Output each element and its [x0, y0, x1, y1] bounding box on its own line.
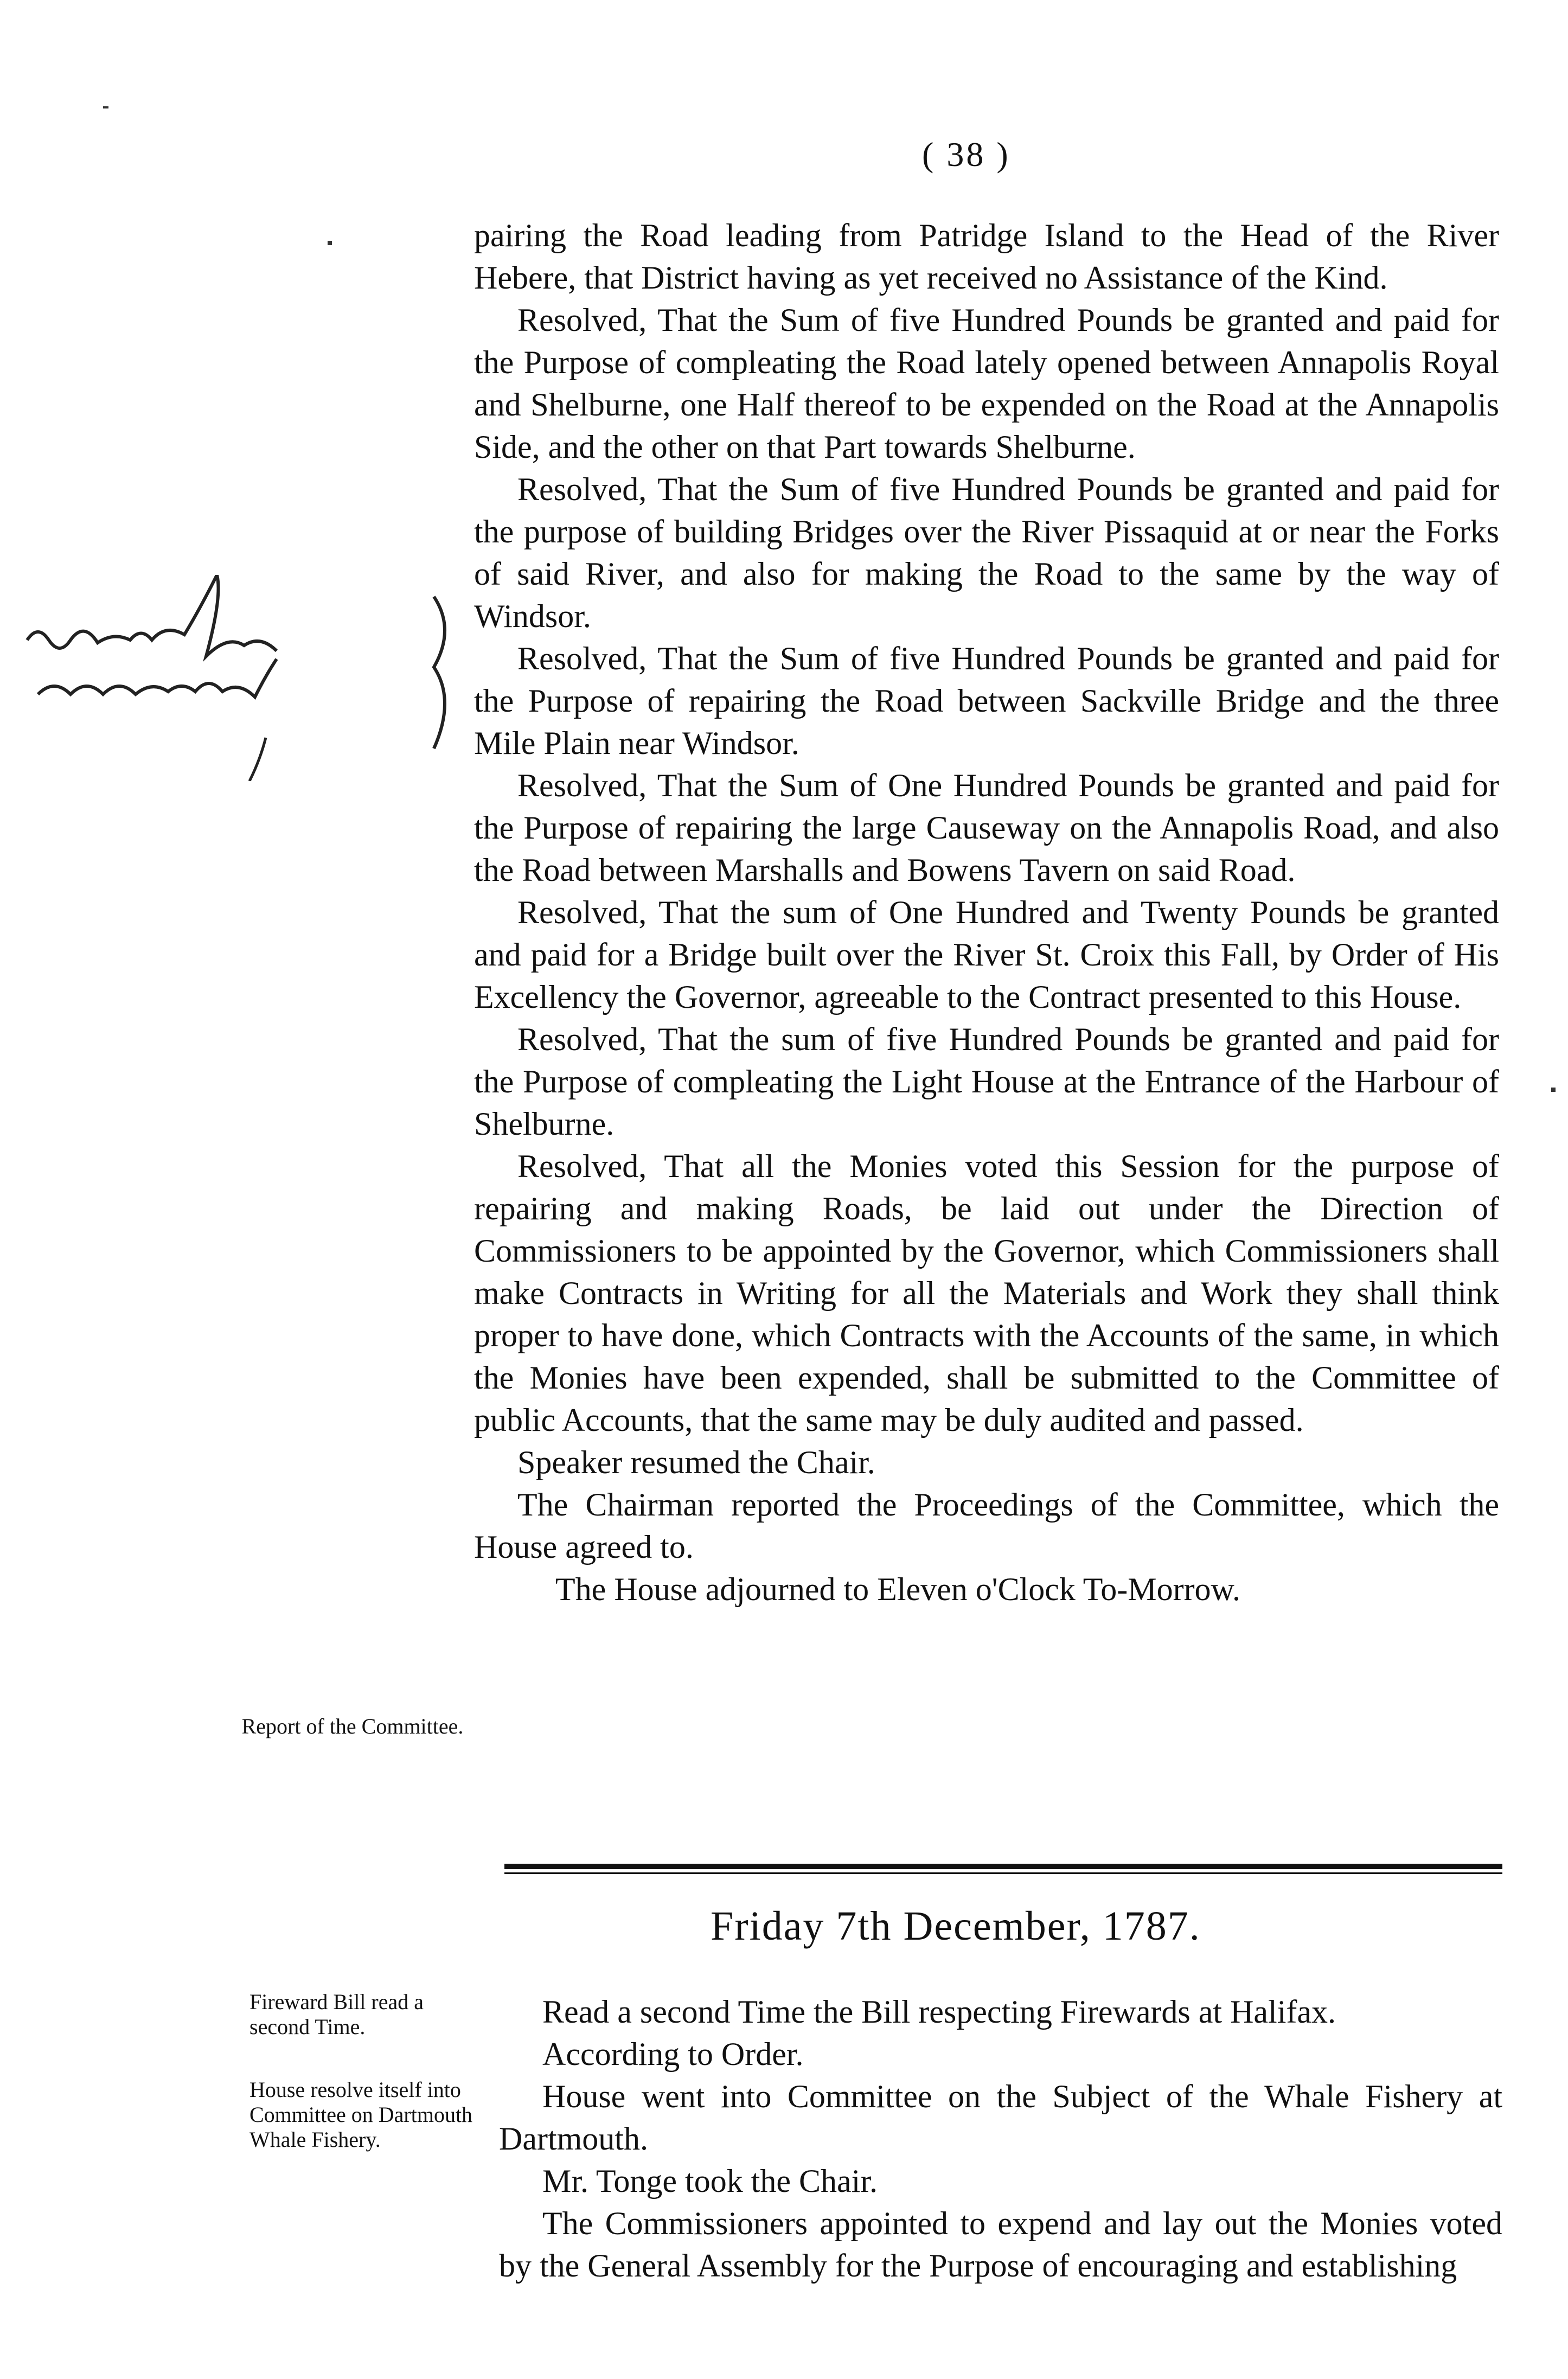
paragraph: The House adjourned to Eleven o'Clock To-Morrow. — [555, 1571, 1240, 1607]
text-block-lower — [499, 1991, 1502, 2287]
paragraph: Resolved, That all the Monies voted this Session for the purpose of repairing and making Roads, be laid out under the Direction of Commissioners to be appointed by the Governor, which Commissioners shall make Contracts in Writing for all the Materials and Work they shall think proper to have done, which Contracts with the Accounts of the same, in which the Monies have been expended, shall be submitted to the Committee of public Accounts, that the same may be duly audited and passed. — [474, 1148, 1499, 1438]
paragraph: Speaker resumed the Chair. — [517, 1444, 875, 1480]
paragraph: The Chairman reported the Proceedings of the Committee, which the House agreed to. — [474, 1487, 1499, 1565]
margin-note-fireward: Fireward Bill read a second Time. — [249, 1990, 424, 2039]
paragraph: Mr. Tonge took the Chair. — [542, 2163, 878, 2199]
paragraph: Resolved, That the Sum of five Hundred Pounds be granted and paid for the Purpose of compleating the Road lately opened between Annapolis Royal and Shelburne, one Half thereof to be expended on the Road at the Annapolis Side, and the other on that Part towards Shelburne. — [474, 302, 1499, 465]
paragraph: The Commissioners appointed to expend and lay out the Monies voted by the General Assembly for the Purpose of encouraging and establishing — [499, 2205, 1502, 2284]
text-block-upper — [474, 214, 1499, 1610]
paragraph: Resolved, That the Sum of One Hundred Pounds be granted and paid for the Purpose of repairing the large Causeway on the Annapolis Road, and also the Road between Marshalls and Bowens Tavern on said Road. — [474, 768, 1499, 888]
margin-note-report: Report of the Committee. — [241, 1714, 464, 1738]
handwritten-annotation — [16, 575, 450, 781]
speck — [1551, 1088, 1556, 1092]
paragraph: Read a second Time the Bill respecting Firewards at Halifax. — [542, 1994, 1336, 2030]
date-heading: Friday 7th December, 1787. — [711, 1903, 1201, 1949]
paragraph: Resolved, That the Sum of five Hundred Pounds be granted and paid for the purpose of building Bridges over the River Pissaquid at or near the Forks of said River, and also for making the Road to the same by the way of Windsor. — [474, 471, 1499, 634]
paragraph: Resolved, That the sum of five Hundred Pounds be granted and paid for the Purpose of compleating the Light House at the Entrance of the Harbour of Shelburne. — [474, 1021, 1499, 1142]
section-rule — [504, 1864, 1502, 1869]
speck — [103, 106, 108, 108]
paragraph: Resolved, That the sum of One Hundred and Twenty Pounds be granted and paid for a Bridge built over the River St. Croix this Fall, by Order of His Excellency the Governor, agreeable to the Contract presented to this House. — [474, 894, 1499, 1015]
speck — [328, 241, 332, 245]
paragraph: Resolved, That the Sum of five Hundred Pounds be granted and paid for the Purpose of repairing the Road between Sackville Bridge and the three Mile Plain near Windsor. — [474, 641, 1499, 761]
margin-note-house-resolve: House resolve itself into Committee on Dartmouth Whale Fishery. — [249, 2077, 473, 2152]
paragraph: According to Order. — [542, 2036, 804, 2072]
paragraph: House went into Committee on the Subject of the Whale Fishery at Dartmouth. — [499, 2079, 1502, 2157]
section-rule-thin — [504, 1872, 1502, 1874]
paragraph: pairing the Road leading from Patridge Island to the Head of the River Hebere, that District having as yet received no Assistance of the Kind. — [474, 218, 1499, 296]
page-number: ( 38 ) — [922, 135, 1010, 174]
